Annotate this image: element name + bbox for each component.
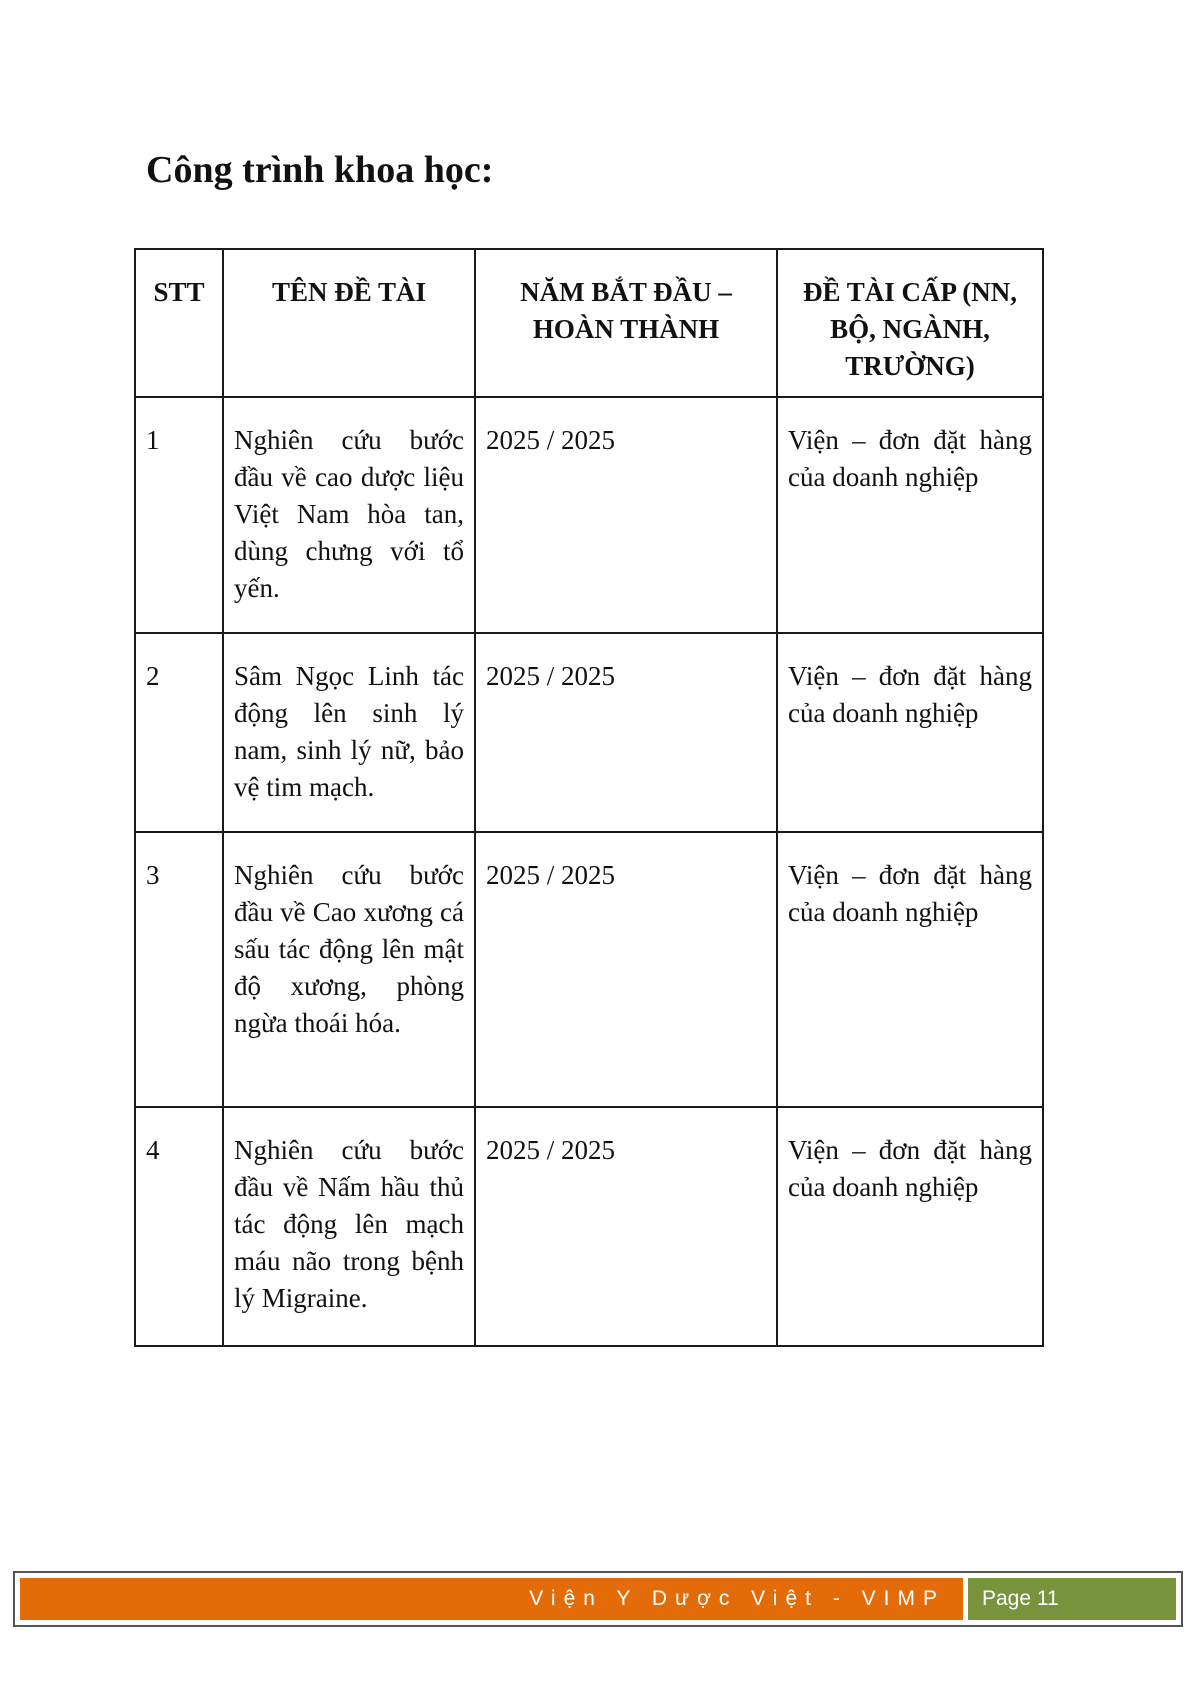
cell-years: 2025 / 2025 — [475, 832, 777, 1107]
cell-years: 2025 / 2025 — [475, 1107, 777, 1346]
footer-institute-name: Viện Y Dược Việt - VIMP — [529, 1587, 945, 1610]
table-row — [135, 633, 1043, 832]
cell-level: Viện – đơn đặt hàng của doanh nghiệp — [777, 633, 1043, 832]
header-title: TÊN ĐỀ TÀI — [223, 249, 475, 397]
cell-title: Nghiên cứu bước đầu về Nấm hầu thủ tác động lên mạch máu não trong bệnh lý Migraine. — [223, 1107, 475, 1346]
cell-level: Viện – đơn đặt hàng của doanh nghiệp — [777, 397, 1043, 633]
footer-page-number: Page 11 — [982, 1587, 1059, 1610]
cell-level: Viện – đơn đặt hàng của doanh nghiệp — [777, 1107, 1043, 1346]
header-stt: STT — [135, 249, 223, 397]
cell-stt: 3 — [135, 832, 223, 1107]
cell-title: Nghiên cứu bước đầu về Cao xương cá sấu tác động lên mật độ xương, phòng ngừa thoái hóa. — [223, 832, 475, 1107]
page-heading: Công trình khoa học: — [146, 149, 494, 191]
cell-years: 2025 / 2025 — [475, 397, 777, 633]
table-row — [135, 832, 1043, 1107]
cell-stt: 2 — [135, 633, 223, 832]
header-years: NĂM BẮT ĐẦU – HOÀN THÀNH — [475, 249, 777, 397]
cell-level: Viện – đơn đặt hàng của doanh nghiệp — [777, 832, 1043, 1107]
page-footer — [13, 1571, 1183, 1627]
header-level: ĐỀ TÀI CẤP (NN, BỘ, NGÀNH, TRƯỜNG) — [777, 249, 1043, 397]
footer-institute-band — [20, 1578, 963, 1620]
research-projects-table — [134, 248, 1044, 1347]
cell-title: Nghiên cứu bước đầu về cao dược liệu Việt Nam hòa tan, dùng chưng với tổ yến. — [223, 397, 475, 633]
footer-page-band — [968, 1578, 1176, 1620]
cell-title: Sâm Ngọc Linh tác động lên sinh lý nam, sinh lý nữ, bảo vệ tim mạch. — [223, 633, 475, 832]
table-row — [135, 397, 1043, 633]
table-row — [135, 1107, 1043, 1346]
cell-stt: 1 — [135, 397, 223, 633]
table-header-row — [135, 249, 1043, 397]
cell-stt: 4 — [135, 1107, 223, 1346]
cell-years: 2025 / 2025 — [475, 633, 777, 832]
